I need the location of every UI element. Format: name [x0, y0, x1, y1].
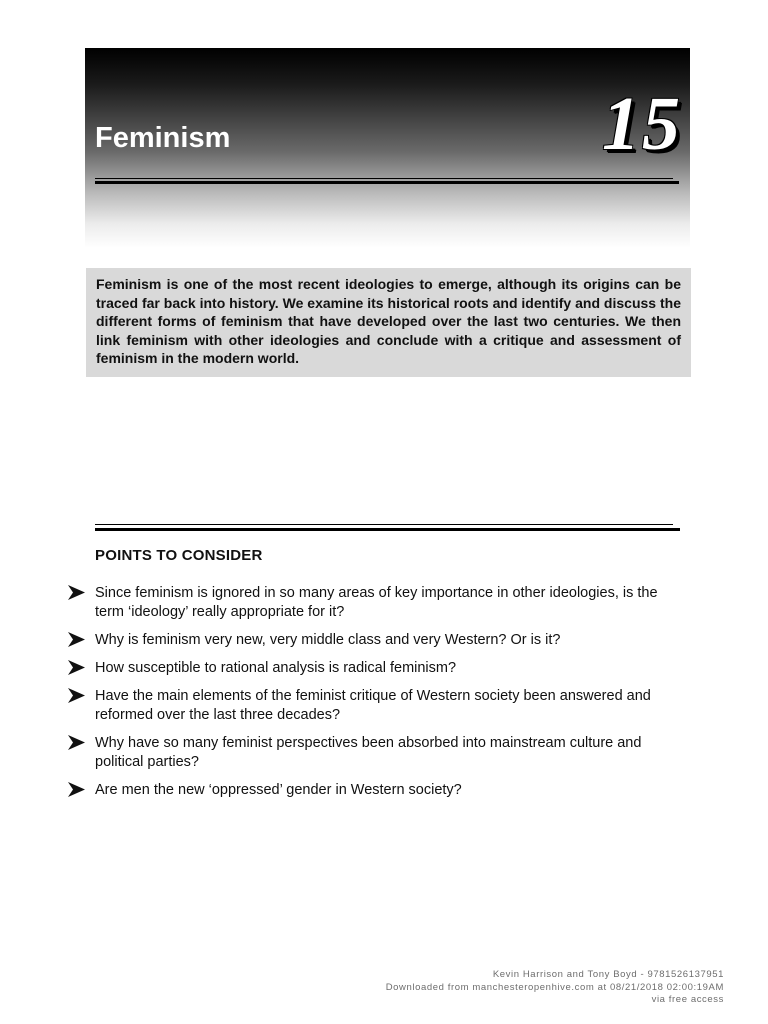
- point-text: Are men the new ‘oppressed’ gender in Western society?: [95, 782, 462, 798]
- point-item: [68, 631, 680, 650]
- point-text: How susceptible to rational analysis is radical feminism?: [95, 660, 457, 676]
- points-heading: POINTS TO CONSIDER: [95, 547, 263, 564]
- footer-citation: Kevin Harrison and Tony Boyd - 9781526137951: [492, 969, 724, 980]
- section-divider-thick: [95, 528, 680, 531]
- point-text: Since feminism is ignored in so many areas of key importance in other ideologies, is the term ‘ideology’ really appropriate for it?: [95, 585, 658, 620]
- point-item: [68, 584, 680, 622]
- header-rule-thin: [95, 178, 673, 179]
- arrowhead-bullet-icon: [68, 660, 85, 675]
- point-item: [68, 687, 680, 725]
- point-item: [68, 781, 680, 800]
- section-divider-thin: [95, 524, 673, 525]
- point-item: [68, 659, 680, 678]
- arrowhead-bullet-icon: [68, 585, 85, 600]
- point-text: Why have so many feminist perspectives been absorbed into mainstream culture and political parties?: [95, 735, 642, 770]
- chapter-abstract: Feminism is one of the most recent ideologies to emerge, although its origins can be traced far back into history. We examine its historical roots and identify and discuss the different forms of feminism that have developed over the last two centuries. We then link feminism with other ideologies and conclude with a critique and assessment of feminism in the modern world.: [86, 268, 691, 377]
- arrowhead-bullet-icon: [68, 632, 85, 647]
- arrowhead-bullet-icon: [68, 688, 85, 703]
- chapter-header: [85, 48, 690, 248]
- point-text: Why is feminism very new, very middle class and very Western? Or is it?: [95, 632, 561, 648]
- footer-download-info: Downloaded from manchesteropenhive.com at 08/21/2018 02:00:19AM: [385, 981, 724, 993]
- points-list: [68, 584, 680, 809]
- chapter-number: 15: [602, 82, 682, 166]
- point-text: Have the main elements of the feminist critique of Western society been answered and reformed over the last three decades?: [95, 688, 651, 723]
- chapter-title: Feminism: [95, 122, 231, 154]
- arrowhead-bullet-icon: [68, 735, 85, 750]
- arrowhead-bullet-icon: [68, 782, 85, 797]
- header-rule-thick: [95, 181, 679, 184]
- footer-access-note: via free access: [651, 994, 724, 1006]
- point-item: [68, 734, 680, 772]
- download-footer: [386, 969, 724, 1007]
